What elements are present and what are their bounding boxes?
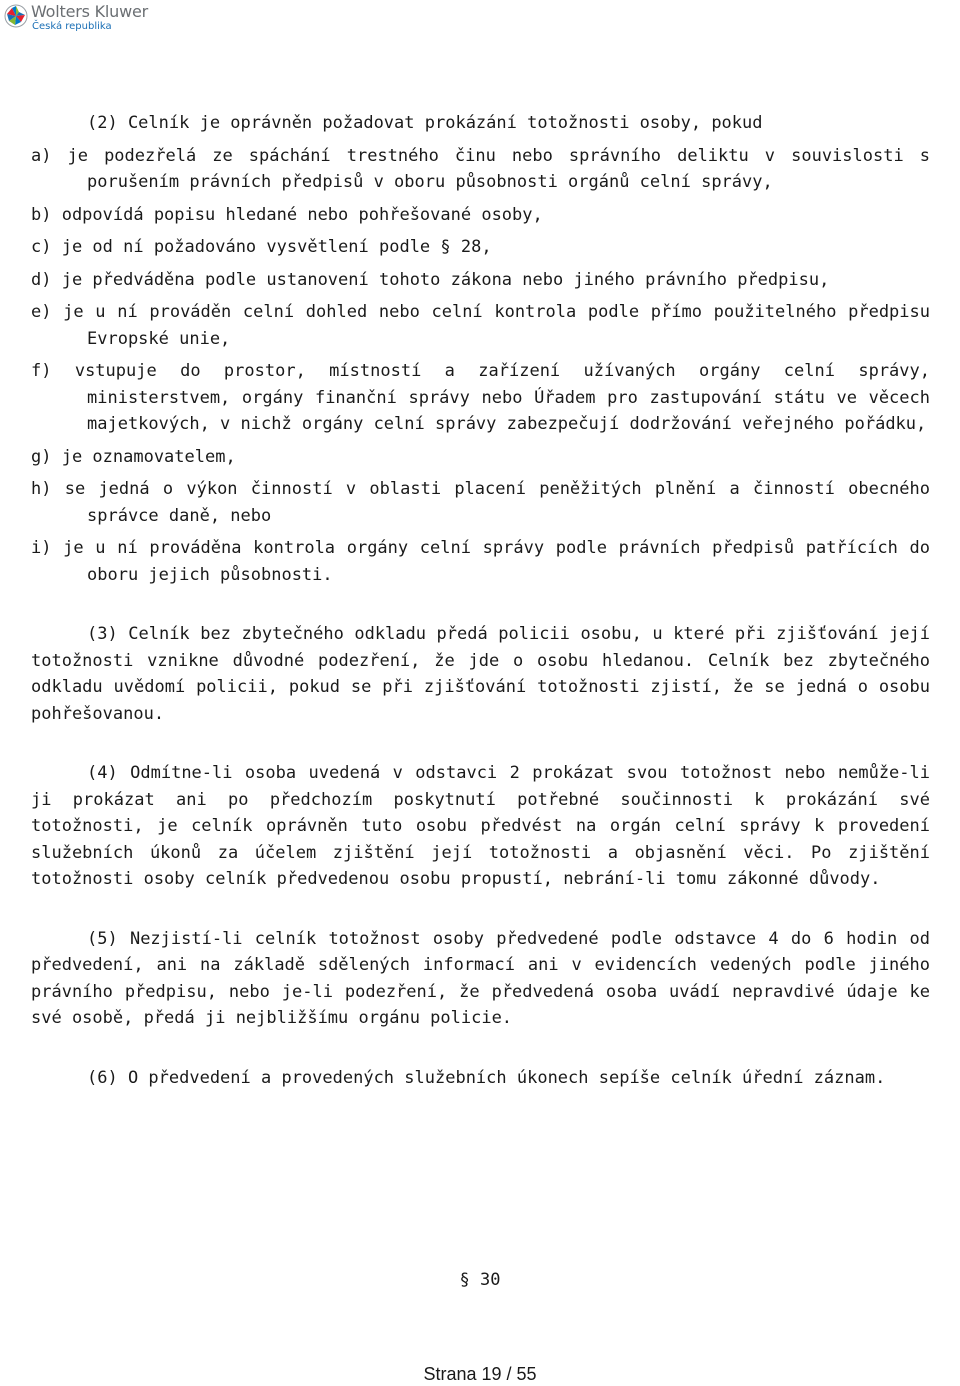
list-item-h: h) se jedná o výkon činností v oblasti placení peněžitých plnění a činností obecného správce daně, nebo — [31, 479, 930, 526]
brand-name: Wolters Kluwer — [31, 2, 149, 21]
law-text — [31, 110, 930, 1091]
brand-region: Česká republika — [32, 21, 112, 32]
list-item-f: f) vstupuje do prostor, místností a zařízení užívaných orgány celní správy, ministerstvem, orgány finanční správy nebo Úřadem pro zastupování státu ve věcech majetkových, v nichž orgány celní správy zabezpečují dodržování veřejného pořádku, — [31, 361, 930, 434]
wolters-kluwer-logo-icon — [4, 4, 28, 28]
paragraph-4: (4) Odmítne-li osoba uvedená v odstavci 2 prokázat svou totožnost nebo nemůže-li ji prokázat ani po předchozím poskytnutí potřebné součinnosti k prokázání své totožnosti, je celník oprávněn tuto osobu předvést na orgán celní správy k provedení služebních úkonů za účelem zjištění její totožnosti a objasnění věci. Po zjištění totožnosti osoby celník předvedenou osobu propustí, nebrání-li tomu zákonné důvody. — [31, 763, 930, 889]
paragraph-5: (5) Nezjistí-li celník totožnost osoby předvedené podle odstavce 4 do 6 hodin od předvedení, ani na základě sdělených informací ani v evidencích vedených podle jiného právního předpisu, nebo je-li podezření, že předvedená osoba uvádí nepravdivé údaje ke své osobě, předá ji nejbližšímu orgánu policie. — [31, 928, 930, 1028]
list-item-d: d) je předváděna podle ustanovení tohoto zákona nebo jiného právního předpisu, — [31, 269, 830, 290]
paragraph-6: (6) O předvedení a provedených služebních úkonech sepíše celník úřední záznam. — [87, 1067, 886, 1088]
list-item-a: a) je podezřelá ze spáchání trestného činu nebo správního deliktu v souvislosti s porušením právních předpisů v oboru působnosti orgánů celní správy, — [31, 145, 930, 192]
list-item-g: g) je oznamovatelem, — [31, 446, 236, 467]
list-item-e: e) je u ní prováděn celní dohled nebo celní kontrola podle přímo použitelného předpisu Evropské unie, — [31, 302, 930, 349]
page-number: Strana 19 / 55 — [423, 1364, 537, 1384]
list-item-c: c) je od ní požadováno vysvětlení podle § 28, — [31, 237, 492, 257]
paragraph-2-intro: (2) Celník je oprávněn požadovat prokázání totožnosti osoby, pokud — [87, 113, 763, 133]
paragraph-3: (3) Celník bez zbytečného odkladu předá policii osobu, u které při zjišťování její totožnosti vznikne důvodné podezření, že jde o osobu hledanou. Celník bez zbytečného odkladu uvědomí policii, pokud se při zjišťování totožnosti zjistí, že se jedná o osobu pohřešovanou. — [31, 624, 930, 724]
brand-logo — [4, 3, 148, 32]
list-item-i: i) je u ní prováděna kontrola orgány celní správy podle právních předpisů patřících do oboru jejich působnosti. — [31, 538, 930, 585]
list-item-b: b) odpovídá popisu hledané nebo pohřešované osoby, — [31, 204, 543, 225]
next-section-heading: § 30 — [459, 1270, 501, 1290]
